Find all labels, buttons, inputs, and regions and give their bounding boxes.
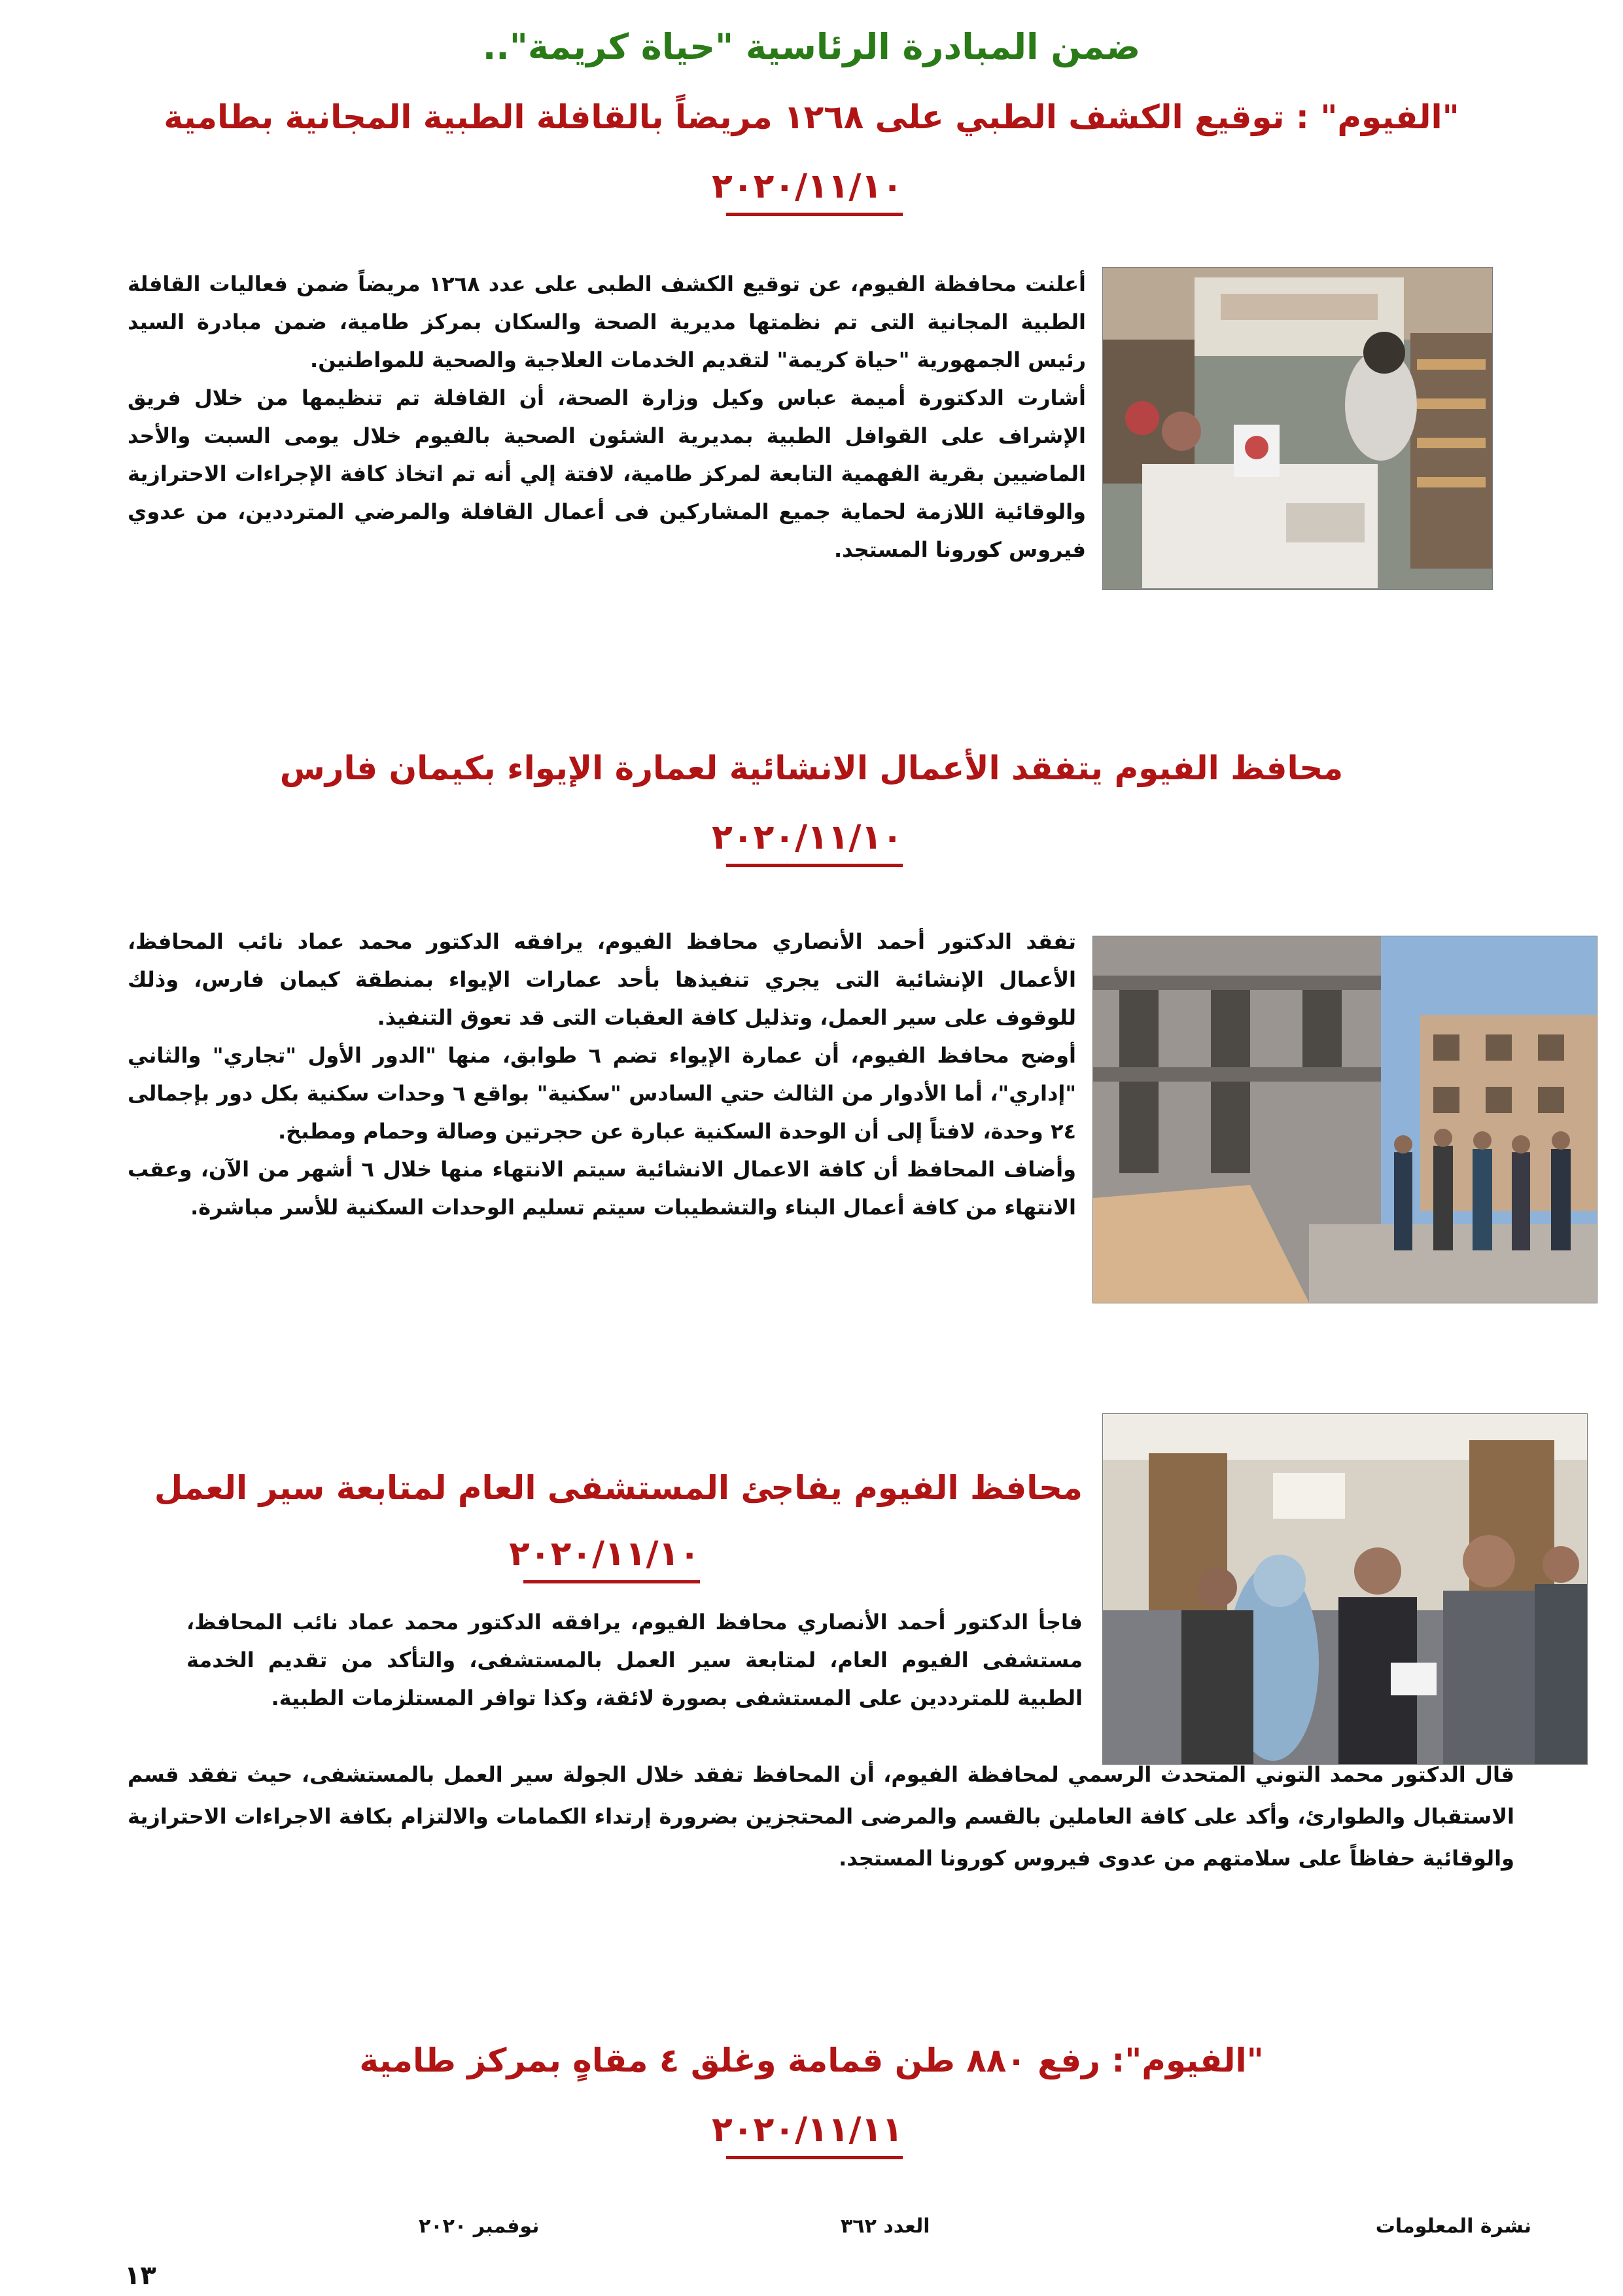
article1-kicker: ضمن المبادرة الرئاسية "حياة كريمة".. [482, 26, 1141, 67]
article2-headline: محافظ الفيوم يتفقد الأعمال الانشائية لعمارة الإيواء بكيمان فارس [279, 749, 1344, 787]
article2-photo [1092, 936, 1597, 1303]
article4-headline-prefix: "الفيوم": [1100, 2041, 1264, 2079]
medical-caravan-image [1103, 268, 1492, 590]
article3-body-narrow: فاجأ الدكتور أحمد الأنصاري محافظ الفيوم، يرافقه الدكتور محمد عماد نائب المحافظ، مستشفى الفيوم العام، لمتابعة سير العمل بالمستشفى، والتأكد من تقديم الخدمة الطبية للمترددين على المستشفى بصورة لائقة، وكذا توافر المستلزمات الطبية. [186, 1610, 1083, 1710]
article1-headline-prefix: "الفيوم" : [1284, 98, 1459, 136]
article1-headline [0, 98, 1623, 136]
article4-headline [0, 2041, 1623, 2079]
article3-headline: محافظ الفيوم يفاجئ المستشفى العام لمتابعة سير العمل [154, 1469, 1083, 1507]
article4-date: ٢٠٢٠/١١/١١ [726, 2110, 903, 2159]
footer-issue: العدد ٣٦٢ [841, 2215, 930, 2238]
construction-site-image [1093, 936, 1597, 1303]
hospital-visit-image [1103, 1414, 1587, 1764]
article1-body [128, 265, 1086, 569]
article2-paragraph-3: وأضاف المحافظ أن كافة الاعمال الانشائية سيتم الانتهاء منها خلال ٦ أشهر من الآن، وعقب الانتهاء من كافة أعمال البناء والتشطيبات سيتم تسليم الوحدات السكنية للأسر مباشرة. [128, 1157, 1076, 1220]
article3-date: ٢٠٢٠/١١/١٠ [523, 1534, 700, 1583]
article2-date: ٢٠٢٠/١١/١٠ [726, 818, 903, 867]
article3-body-wide: قال الدكتور محمد التوني المتحدث الرسمي لمحافظة الفيوم، أن المحافظ تفقد خلال الجولة سير العمل بالمستشفى، حيث تفقد قسم الاستقبال والطوارئ، وأكد على كافة العاملين بالقسم والمرضى المحتجزين بضرورة إرتداء الكمامات والالتزام بكافة الاجراءات الاحترازية والوقائية حفاظاً على سلامتهم من عدوى فيروس كورونا المستجد. [128, 1762, 1514, 1871]
article2-body [128, 923, 1076, 1226]
article4-headline-text: رفع ٨٨٠ طن قمامة وغلق ٤ مقاهٍ بمركز طامية [359, 2041, 1100, 2079]
article1-date: ٢٠٢٠/١١/١٠ [726, 167, 903, 216]
article3-photo [1102, 1413, 1588, 1765]
footer-publication: نشرة المعلومات [1375, 2215, 1531, 2238]
article1-paragraph-1: أعلنت محافظة الفيوم، عن توقيع الكشف الطبى على عدد ١٢٦٨ مريضاً ضمن فعاليات القافلة الطبية المجانية التى تم نظمتها مديرية الصحة والسكان بمركز طامية، ضمن مبادرة السيد رئيس الجمهورية "حياة كريمة" لتقديم الخدمات العلاجية والصحية للمواطنين. [128, 272, 1087, 372]
article1-photo [1102, 267, 1493, 590]
footer-month: نوفمبر ٢٠٢٠ [419, 2215, 540, 2238]
article1-headline-text: توقيع الكشف الطبي على ١٢٦٨ مريضاً بالقافلة الطبية المجانية بطامية [164, 98, 1285, 136]
article2-paragraph-1: تفقد الدكتور أحمد الأنصاري محافظ الفيوم، يرافقه الدكتور محمد عماد نائب المحافظ، الأعمال الإنشائية التى يجري تنفيذها بأحد عمارات الإيواء بمنطقة كيمان فارس، وذلك للوقوف على سير العمل، وتذليل كافة العقبات التى قد تعوق التنفيذ. [128, 929, 1076, 1030]
article2-paragraph-2: أوضح محافظ الفيوم، أن عمارة الإيواء تضم ٦ طوابق، منها "الدور الأول "تجاري" والثاني "إداري"، أما الأدوار من الثالث حتي السادس "سكنية" بواقع ٦ وحدات سكنية بكل دور بإجمالى ٢٤ وحدة، لافتاً إلى أن الوحدة السكنية عبارة عن حجرتين وصالة وحمام ومطبخ. [128, 1043, 1077, 1144]
article1-paragraph-2: أشارت الدكتورة أميمة عباس وكيل وزارة الصحة، أن القافلة تم تنظيمها من خلال فريق الإشراف على القوافل الطبية بمديرية الشئون الصحية بالفيوم خلال يومى السبت والأحد الماضيين بقرية الفهمية التابعة لمركز طامية، لافتة إلي أنه تم اتخاذ كافة الإجراءات الاحترازية والوقائية اللازمة لحماية جميع المشاركين فى أعمال القافلة والمرضي المترددين، من عدوي فيروس كورونا المستجد. [128, 385, 1086, 562]
page-number: ١٣ [124, 2261, 156, 2291]
